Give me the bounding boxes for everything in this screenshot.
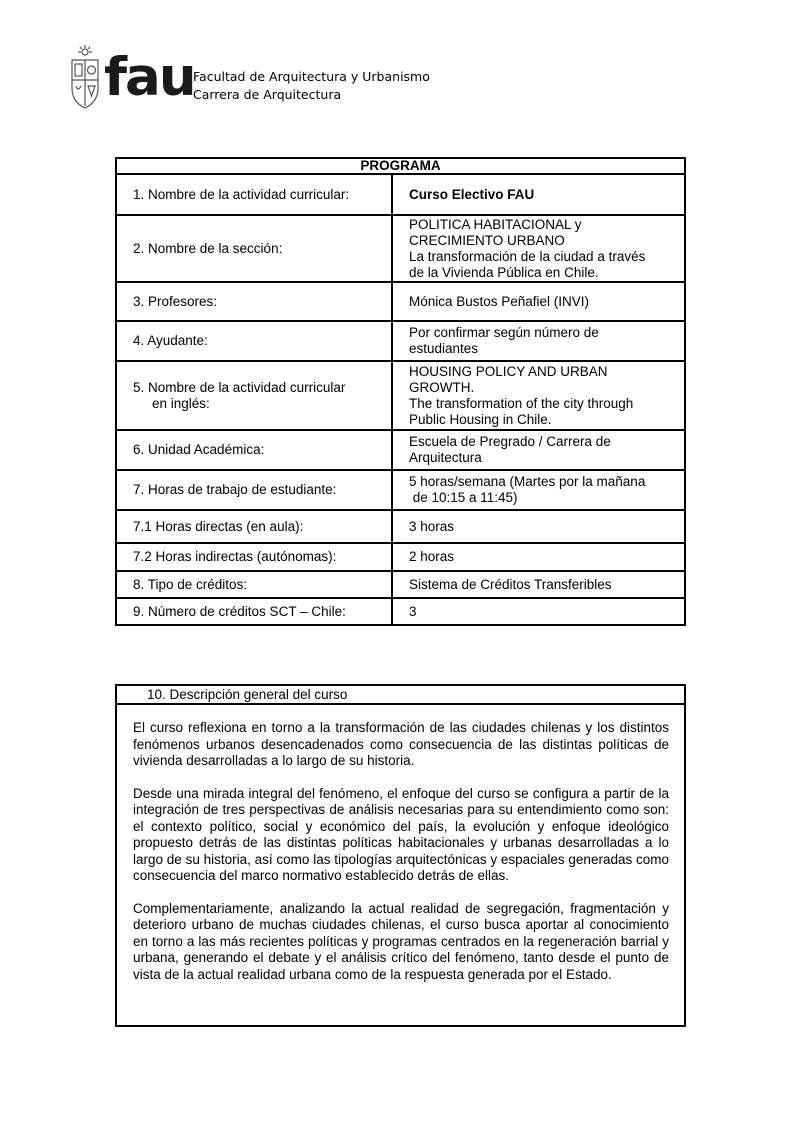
row-value — [392, 430, 685, 470]
value-line: de 10:15 a 11:45) — [408, 490, 518, 505]
table-row — [116, 361, 685, 430]
institution-name — [193, 68, 430, 104]
value-line: Public Housing in Chile. — [408, 411, 552, 427]
program-title: PROGRAMA — [116, 158, 685, 174]
course-description-box — [115, 684, 686, 1027]
value-line: 2 horas — [408, 549, 454, 564]
value-line: 3 horas — [408, 518, 454, 534]
row-label — [116, 361, 392, 430]
value-line: POLITICA HABITACIONAL y — [408, 216, 582, 232]
description-paragraph: El curso reflexiona en torno a la transformación de las ciudades chilenas y los distintos fenómenos urbanos desencadenados como consecuencia de las distintas políticas de vivienda desarrolladas a lo largo de su historia. — [133, 720, 669, 768]
row-label: 4. Ayudante: — [116, 321, 392, 361]
table-row — [116, 598, 685, 625]
value-line: CRECIMIENTO URBANO — [408, 232, 565, 248]
row-label: 2. Nombre de la sección: — [116, 215, 392, 282]
value-line: de la Vivienda Pública en Chile. — [408, 264, 599, 280]
faculty-name: Facultad de Arquitectura y Urbanismo — [193, 69, 430, 84]
value-line: Por confirmar según número de — [408, 325, 599, 340]
value-line: 5 horas/semana (Martes por la mañana — [408, 474, 646, 489]
row-value — [392, 361, 685, 430]
value-line: HOUSING POLICY AND URBAN — [408, 363, 608, 379]
row-label: 8. Tipo de créditos: — [116, 571, 392, 598]
table-row — [116, 510, 685, 543]
table-row — [116, 215, 685, 282]
description-body — [117, 705, 684, 983]
table-row — [116, 430, 685, 470]
program-header-row — [116, 158, 685, 174]
row-value — [392, 174, 685, 215]
value-line: estudiantes — [408, 341, 479, 356]
value-line: Escuela de Pregrado / Carrera de — [408, 434, 611, 449]
row-value — [392, 571, 685, 598]
fau-logo: fau — [104, 47, 195, 108]
description-paragraph: Complementariamente, analizando la actual realidad de segregación, fragmentación y deterioro urbano de muchas ciudades chilenas, el curso busca aportar al conocimiento en torno a las más recientes políticas y programas centrados en la regeneración barrial y urbana, generando el debate y el análisis crítico del fenómeno, tanto desde el punto de vista de la actual realidad urbana como de la respuesta generada por el Estado. — [133, 900, 669, 982]
row-value — [392, 282, 685, 321]
row-value — [392, 543, 685, 571]
row-label: 7.1 Horas directas (en aula): — [116, 510, 392, 543]
value-line: Sistema de Créditos Transferibles — [408, 576, 612, 592]
career-name: Carrera de Arquitectura — [193, 87, 342, 102]
row-value — [392, 321, 685, 361]
value-line: La transformación de la ciudad a través — [408, 248, 646, 264]
table-row — [116, 571, 685, 598]
row-value — [392, 215, 685, 282]
value-line: The transformation of the city through — [408, 395, 634, 411]
value-line: Curso Electivo FAU — [408, 186, 535, 202]
table-row — [116, 321, 685, 361]
value-line: Mónica Bustos Peñafiel (INVI) — [408, 293, 590, 309]
row-value — [392, 470, 685, 510]
university-seal-icon — [68, 44, 102, 110]
row-label: 1. Nombre de la actividad curricular: — [116, 174, 392, 215]
table-row — [116, 543, 685, 571]
row-label: 7. Horas de trabajo de estudiante: — [116, 470, 392, 510]
label-line: 5. Nombre de la actividad curricular — [133, 379, 346, 395]
row-label: 9. Número de créditos SCT – Chile: — [116, 598, 392, 625]
table-row — [116, 282, 685, 321]
label-line: en inglés: — [152, 395, 210, 411]
value-line: Arquitectura — [408, 450, 482, 465]
program-table — [115, 157, 686, 626]
table-row — [116, 174, 685, 215]
row-value — [392, 598, 685, 625]
row-value — [392, 510, 685, 543]
value-line: GROWTH. — [408, 379, 475, 395]
row-label: 3. Profesores: — [116, 282, 392, 321]
table-row — [116, 470, 685, 510]
value-line: 3 — [408, 603, 417, 619]
description-paragraph: Desde una mirada integral del fenómeno, el enfoque del curso se configura a partir de la integración de tres perspectivas de análisis necesarias para su entendimiento como son: el contexto político, social y económico del país, la evolución y enfoque ideológico propuesto detrás de las distintas políticas habitacionales y urbanas desarrolladas a lo largo de su historia, así como las tipologías arquitectónicas y espaciales generadas como consecuencia del marco normativo establecido detrás de ellas. — [133, 785, 669, 883]
description-heading: 10. Descripción general del curso — [117, 686, 684, 705]
row-label: 6. Unidad Académica: — [116, 430, 392, 470]
row-label: 7.2 Horas indirectas (autónomas): — [116, 543, 392, 571]
